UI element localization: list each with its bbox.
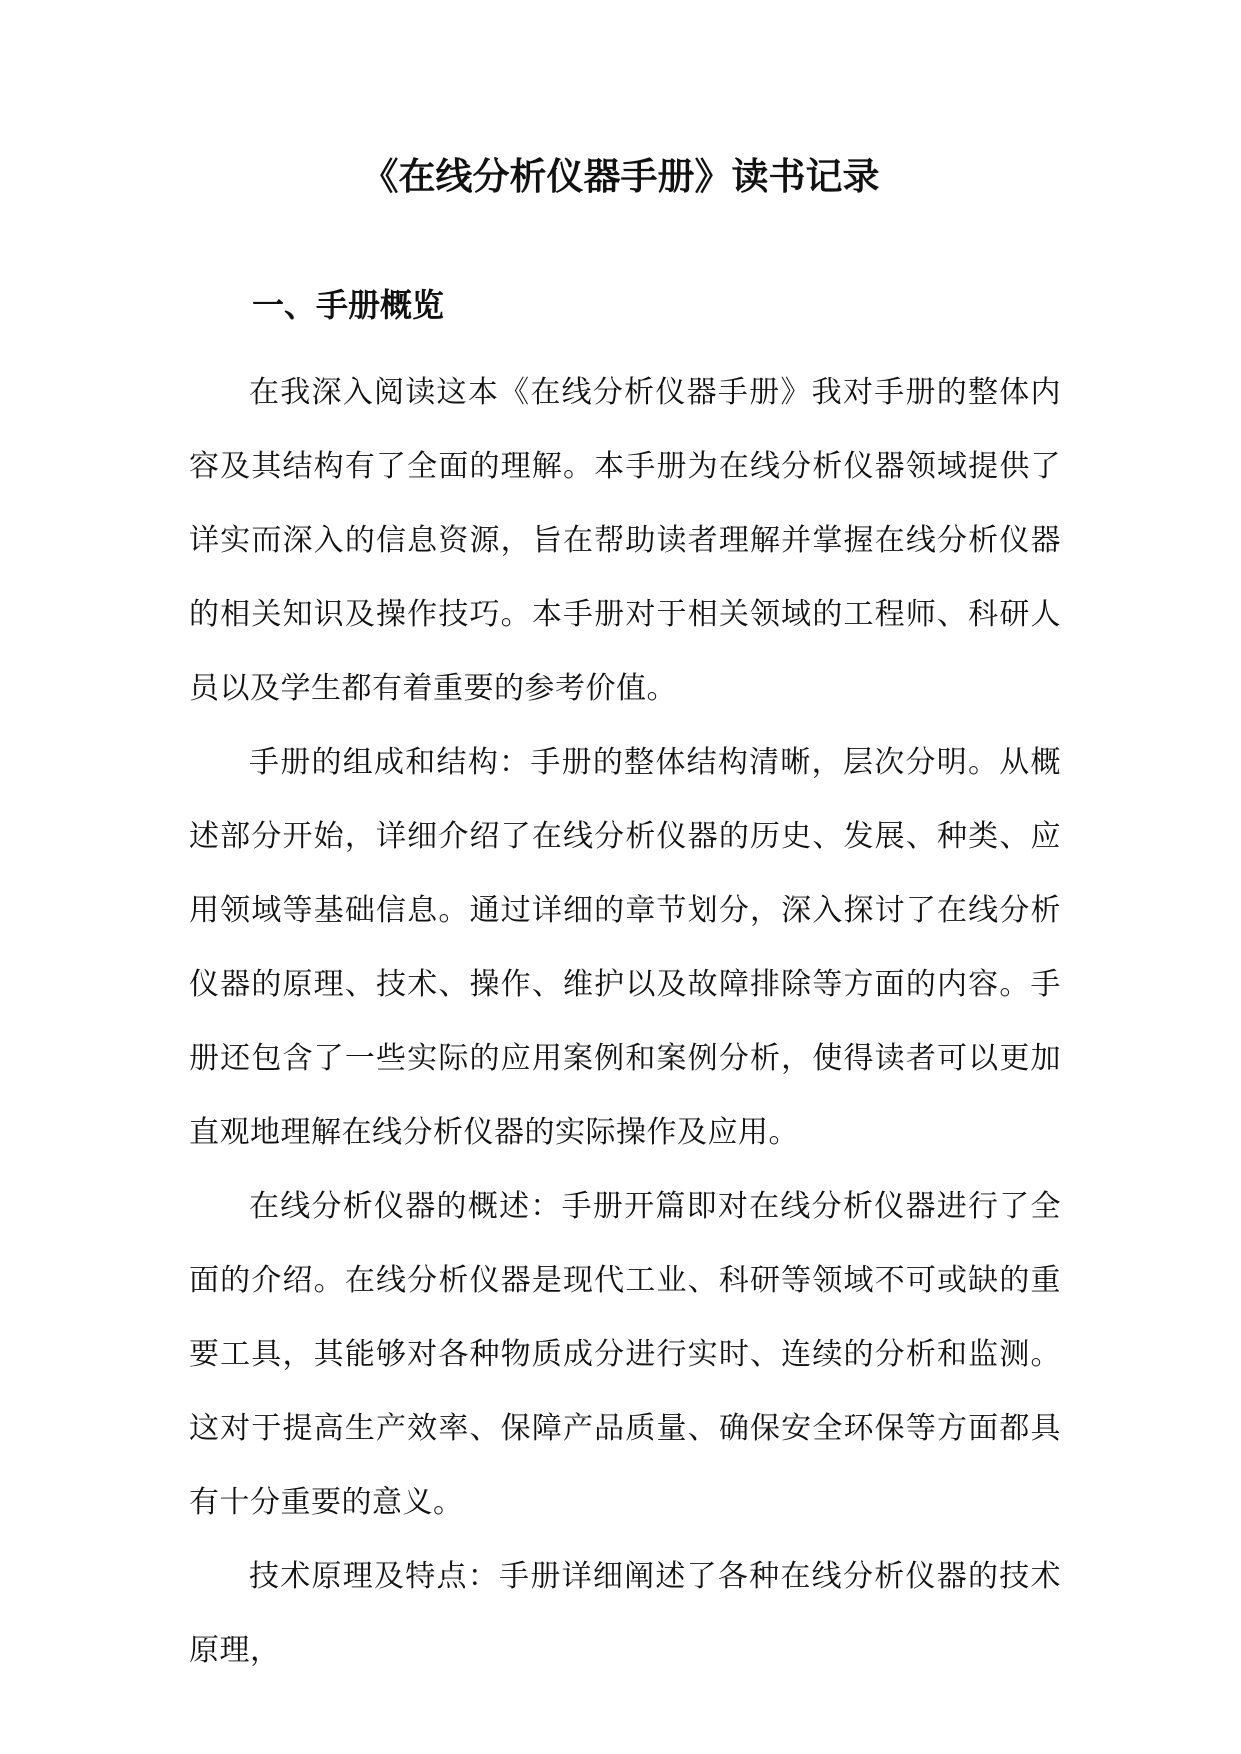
document-body — [189, 356, 1061, 1688]
paragraph: 技术原理及特点：手册详细阐述了各种在线分析仪器的技术原理， — [189, 1559, 1061, 1668]
paragraph: 在我深入阅读这本《在线分析仪器手册》我对手册的整体内容及其结构有了全面的理解。本手册为在线分析仪器领域提供了详实而深入的信息资源，旨在帮助读者理解并掌握在线分析仪器的相关知识及操作技巧。本手册对于相关领域的工程师、科研人员以及学生都有着重要的参考价值。 — [189, 375, 1061, 706]
document-title: 《在线分析仪器手册》读书记录 — [361, 154, 880, 198]
paragraph: 手册的组成和结构：手册的整体结构清晰，层次分明。从概述部分开始，详细介绍了在线分析仪器的历史、发展、种类、应用领域等基础信息。通过详细的章节划分，深入探讨了在线分析仪器的原理、技术、操作、维护以及故障排除等方面的内容。手册还包含了一些实际的应用案例和案例分析，使得读者可以更加直观地理解在线分析仪器的实际操作及应用。 — [189, 745, 1061, 1150]
paragraph: 在线分析仪器的概述：手册开篇即对在线分析仪器进行了全面的介绍。在线分析仪器是现代工业、科研等领域不可或缺的重要工具，其能够对各种物质成分进行实时、连续的分析和监测。这对于提高生产效率、保障产品质量、确保安全环保等方面都具有十分重要的意义。 — [189, 1189, 1061, 1520]
section-heading: 一、手册概览 — [252, 286, 445, 324]
